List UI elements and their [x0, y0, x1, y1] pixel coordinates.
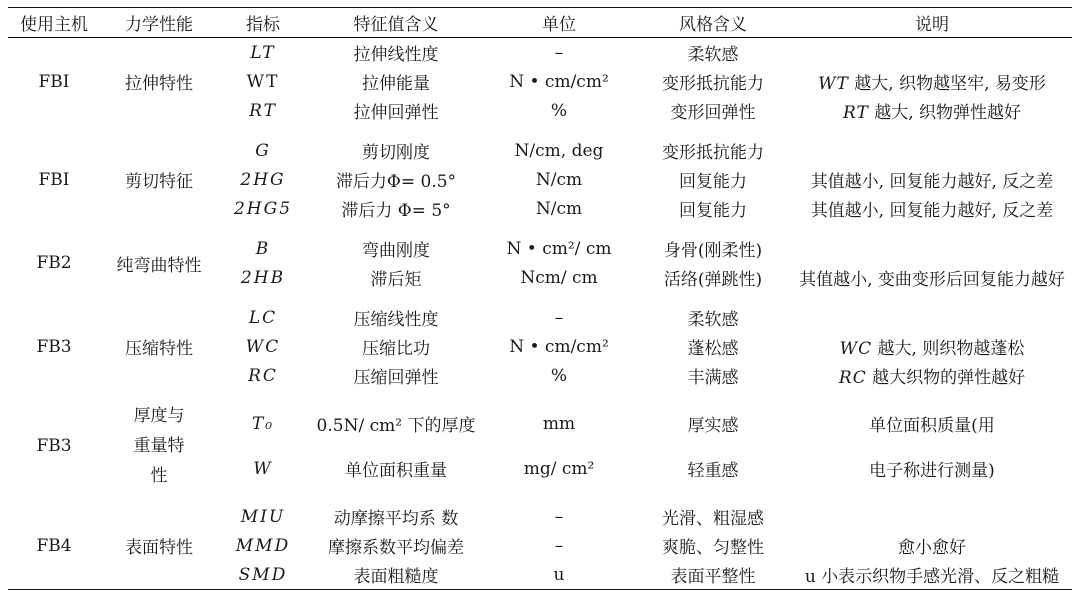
unit-cell: N • cm/cm²: [509, 71, 609, 92]
note-cell: u 小表示织物手感光滑、反之粗糙: [792, 560, 1072, 590]
style-cell: 柔软感: [687, 45, 739, 65]
style-cell: 轻重感: [687, 461, 739, 481]
note-cell: [792, 303, 1072, 332]
table-row: [8, 502, 1072, 531]
unit-cell: mg/ cm²: [523, 458, 595, 479]
meaning-cell: 表面粗糙度: [308, 560, 484, 590]
meaning-cell: 滞后力 Φ= 5°: [341, 201, 451, 221]
group-property: 剪切特征: [125, 172, 193, 192]
fabric-property-table: [8, 7, 1072, 590]
style-cell: 变形抵抗能力: [662, 74, 764, 94]
unit-cell: N • cm²/ cm: [506, 238, 612, 259]
index-cell: T₀: [251, 413, 275, 434]
note-cell: WT 越大, 织物越坚牢, 易变形: [818, 74, 1046, 94]
index-cell: WT: [246, 71, 280, 92]
index-cell: LT: [250, 42, 276, 63]
style-cell: 回复能力: [679, 172, 747, 192]
index-cell: RT: [249, 100, 277, 121]
index-cell: MIU: [240, 506, 286, 527]
group-property: 压缩特性: [125, 339, 193, 359]
style-cell: 身骨(刚柔性): [663, 241, 763, 261]
meaning-cell: 滞后矩: [370, 270, 422, 290]
unit-cell: %: [550, 100, 568, 121]
index-cell: LC: [248, 307, 278, 328]
note-cell: [792, 38, 1072, 68]
group-property: 厚度与重量特性: [133, 406, 185, 486]
table-row: [8, 401, 1072, 446]
style-cell: 活络(弹跳性): [663, 270, 763, 290]
index-cell: 2HG5: [233, 198, 293, 219]
unit-cell: –: [554, 42, 564, 63]
note-cell: RT 越大, 织物弹性越好: [842, 103, 1022, 123]
note-cell: 其值越小, 回复能力越好, 反之差: [810, 172, 1054, 192]
index-cell: MMD: [235, 535, 291, 556]
table-row: [8, 234, 1072, 263]
unit-cell: Ncm/ cm: [520, 267, 598, 288]
unit-cell: mm: [542, 413, 576, 434]
group-property: 拉伸特性: [125, 74, 193, 94]
index-cell: 2HB: [240, 267, 286, 288]
index-cell: SMD: [218, 560, 308, 590]
meaning-cell: 弯曲刚度: [362, 241, 430, 261]
unit-cell: N/cm: [535, 198, 583, 219]
style-cell: 丰满感: [687, 368, 739, 388]
style-cell: 回复能力: [679, 201, 747, 221]
table-row: [8, 136, 1072, 165]
group-property: 纯弯曲特性: [116, 255, 202, 276]
meaning-cell: 0.5N/ cm² 下的厚度: [316, 416, 476, 436]
meaning-cell: 滞后力Φ= 0.5°: [335, 172, 457, 192]
header-host: 使用主机: [8, 8, 100, 38]
meaning-cell: 拉伸线性度: [353, 45, 439, 65]
index-cell: WC: [245, 336, 281, 357]
header-unit: 单位: [484, 8, 634, 38]
meaning-cell: 动摩擦平均系 数: [333, 509, 459, 529]
style-cell: 蓬松感: [687, 339, 739, 359]
header-style: 风格含义: [634, 8, 792, 38]
style-cell: 表面平整性: [634, 560, 792, 590]
group-property: 表面特性: [100, 502, 218, 590]
note-cell: 其值越小, 回复能力越好, 反之差: [810, 201, 1054, 221]
meaning-cell: 压缩比功: [362, 339, 430, 359]
style-cell: 光滑、粗湿感: [662, 509, 764, 529]
index-cell: G: [255, 140, 271, 161]
table-row: [8, 303, 1072, 332]
meaning-cell: 拉伸能量: [362, 74, 430, 94]
note-cell: 其值越小, 变曲变形后回复能力越好: [799, 270, 1065, 290]
unit-cell: –: [554, 535, 564, 556]
index-cell: B: [255, 238, 271, 259]
meaning-cell: 剪切刚度: [362, 143, 430, 163]
table-row: [8, 38, 1072, 68]
index-cell: W: [253, 458, 273, 479]
group-host: FB3: [36, 336, 72, 357]
note-cell: 电子称进行测量): [869, 461, 995, 481]
meaning-cell: 摩擦系数平均偏差: [328, 538, 464, 558]
header-note: 说明: [792, 8, 1072, 38]
header-index: 指标: [218, 8, 308, 38]
group-host: FBI: [38, 169, 70, 190]
header-row: [8, 8, 1072, 38]
style-cell: 变形抵抗能力: [662, 143, 764, 163]
note-cell: 单位面积质量(用: [869, 416, 995, 436]
group-host: FBI: [38, 71, 70, 92]
unit-cell: –: [554, 506, 564, 527]
unit-cell: %: [550, 365, 568, 386]
meaning-cell: 拉伸回弹性: [353, 103, 439, 123]
group-host: FB4: [8, 502, 100, 590]
style-cell: 变形回弹性: [670, 103, 756, 123]
note-cell: [792, 502, 1072, 531]
unit-cell: N/cm: [535, 169, 583, 190]
meaning-cell: 单位面积重量: [345, 461, 447, 481]
unit-cell: N/cm, deg: [514, 140, 604, 161]
unit-cell: N • cm/cm²: [509, 336, 609, 357]
meaning-cell: 压缩线性度: [353, 310, 439, 330]
style-cell: 厚实感: [687, 416, 739, 436]
note-cell: RC 越大织物的弹性越好: [838, 368, 1026, 388]
header-meaning: 特征值含义: [308, 8, 484, 38]
style-cell: 爽脆、匀整性: [662, 538, 764, 558]
note-cell: WC 越大, 则织物越蓬松: [839, 339, 1025, 359]
unit-cell: –: [554, 307, 564, 328]
note-cell: [792, 234, 1072, 263]
note-cell: [792, 136, 1072, 165]
note-cell: 愈小愈好: [898, 538, 966, 558]
index-cell: RC: [248, 365, 278, 386]
style-cell: 柔软感: [687, 310, 739, 330]
unit-cell: u: [484, 560, 634, 590]
group-host: FB2: [36, 253, 72, 273]
group-host: FB3: [36, 436, 72, 456]
index-cell: 2HG: [240, 169, 286, 190]
meaning-cell: 压缩回弹性: [353, 368, 439, 388]
header-property: 力学性能: [100, 8, 218, 38]
